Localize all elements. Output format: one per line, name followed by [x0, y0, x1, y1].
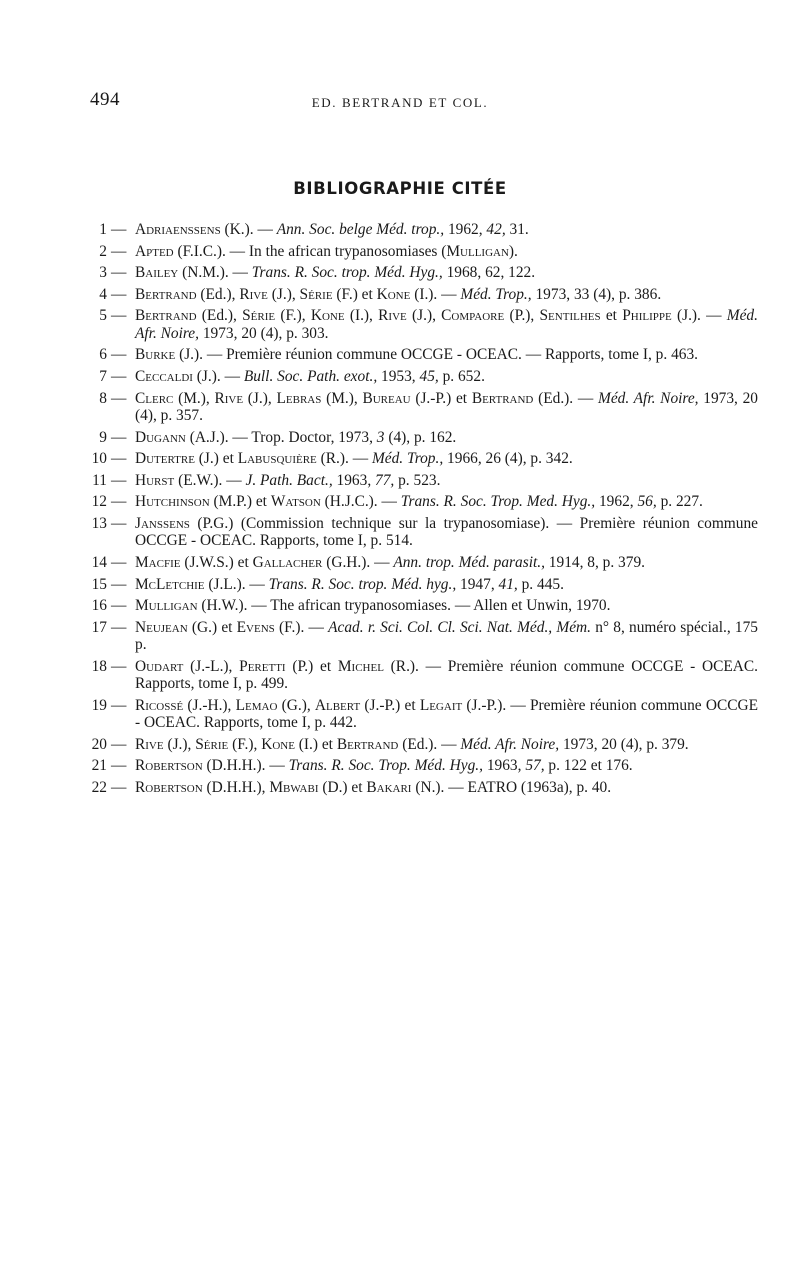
reference-fragment: (J.-P.) et — [410, 389, 472, 407]
reference-dash: — — [111, 514, 127, 532]
reference-text — [135, 736, 758, 753]
reference-item — [88, 450, 758, 467]
reference-fragment: (J.). — Première réunion commune OCCGE - OCEAC. — Rapports, tome I, p. 463. — [175, 346, 698, 364]
reference-fragment: (N.M.). — — [178, 264, 252, 282]
reference-fragment: 1962, — [444, 221, 487, 238]
reference-text — [135, 264, 758, 281]
reference-list — [88, 221, 758, 801]
reference-dash: — — [111, 428, 127, 446]
reference-fragment: (J.), — [163, 735, 196, 753]
reference-fragment: 1973, 20 (4), p. 303. — [199, 324, 329, 342]
reference-fragment: (N.). — EATRO (1963a), p. 40. — [411, 778, 612, 796]
reference-fragment: p. 227. — [656, 493, 703, 511]
reference-journal: 56, — [637, 493, 657, 511]
reference-author: Mulligan — [135, 597, 198, 615]
reference-author: Lemao — [235, 696, 278, 714]
reference-fragment: (J.). — — [671, 307, 727, 325]
reference-fragment: (F.), — [275, 307, 311, 325]
reference-journal: J. Path. Bact., — [245, 471, 333, 489]
reference-number: 12 — [91, 493, 107, 511]
reference-journal: 45, — [419, 367, 439, 385]
reference-author: Macfie — [135, 553, 181, 571]
reference-fragment: (J.). — — [192, 367, 244, 385]
reference-author: Watson — [270, 493, 321, 511]
reference-fragment: (I.) et — [294, 735, 337, 753]
reference-author: Gallacher — [252, 553, 323, 571]
reference-author: Bertrand — [135, 307, 197, 325]
reference-author: Rive — [135, 735, 164, 753]
reference-fragment: p. 122 et 176. — [544, 757, 633, 775]
reference-fragment: 1973, 33 (4), p. 386. — [531, 285, 662, 303]
reference-author: Sentilhes — [539, 307, 601, 325]
reference-fragment: (G.H.). — — [322, 553, 394, 571]
reference-author: Evens — [236, 618, 275, 636]
reference-author: Legait — [419, 696, 463, 714]
reference-dash: — — [111, 778, 127, 796]
reference-fragment: (M.), — [173, 389, 215, 407]
reference-author: Mbwabi — [269, 778, 319, 796]
reference-fragment: (P.), — [504, 307, 540, 325]
reference-fragment: (P.) et — [285, 657, 338, 675]
reference-fragment: (H.J.C.). — — [320, 493, 401, 511]
reference-text — [135, 346, 758, 363]
reference-fragment: 1968, 62, 122. — [442, 264, 536, 282]
reference-fragment: et — [600, 307, 623, 325]
reference-dash: — — [111, 346, 127, 364]
reference-journal: 41, — [498, 575, 518, 593]
reference-fragment: (I.), — [344, 307, 379, 325]
reference-author: Kone — [261, 735, 295, 753]
reference-number: 10 — [91, 450, 107, 468]
reference-author: Série — [195, 735, 229, 753]
reference-number: 15 — [91, 575, 107, 593]
reference-number: 21 — [91, 757, 107, 775]
reference-text — [135, 243, 758, 260]
reference-dash: — — [111, 367, 127, 385]
reference-item — [88, 264, 758, 281]
reference-fragment: (K.). — — [220, 221, 277, 238]
reference-text — [135, 286, 758, 303]
reference-fragment: ). — [508, 242, 518, 260]
reference-item — [88, 493, 758, 510]
reference-dash: — — [111, 735, 127, 753]
reference-fragment: (D.H.H.). — — [202, 757, 289, 775]
reference-author: Dugann — [135, 428, 186, 446]
reference-number: 5 — [99, 307, 107, 325]
reference-journal: 3 — [376, 428, 385, 446]
reference-fragment: (Ed.), — [196, 307, 243, 325]
reference-author: Michel — [337, 657, 384, 675]
reference-fragment: (P.G.) (Commission technique sur la trypanosomiase). — Première réunion commune OCCGE - OCEAC. Rapports, tome I, p. 514. — [135, 514, 758, 550]
reference-fragment: 31. — [505, 221, 529, 238]
reference-fragment: (M.P.) et — [209, 493, 271, 511]
reference-journal: 42, — [486, 221, 506, 238]
reference-item — [88, 658, 758, 693]
reference-dash: — — [111, 757, 127, 775]
reference-fragment: (D.) et — [318, 778, 367, 796]
reference-journal: Acad. r. Sci. Col. Cl. Sci. Nat. Méd., Mém. — [328, 618, 591, 636]
reference-item — [88, 576, 758, 593]
reference-fragment: (H.W.). — The african trypanosomiases. — Allen et Unwin, 1970. — [197, 597, 611, 615]
reference-author: Bertrand — [471, 389, 534, 407]
reference-fragment: 1966, 26 (4), p. 342. — [443, 450, 573, 468]
reference-fragment: (E.W.). — — [174, 471, 246, 489]
reference-journal: Méd. Afr. Noire, — [135, 307, 758, 342]
reference-author: McLetchie — [135, 575, 205, 593]
reference-item — [88, 346, 758, 363]
reference-number: 16 — [91, 597, 107, 615]
reference-fragment: 1914, 8, p. 379. — [544, 553, 645, 571]
reference-number: 9 — [99, 428, 107, 446]
reference-fragment: (J.-P.). — Première réunion commune OCCGE - OCEAC. Rapports, tome I, p. 442. — [135, 696, 758, 732]
reference-author: Peretti — [239, 657, 286, 675]
reference-fragment: (Ed.). — — [533, 389, 598, 407]
reference-journal: Trans. R. Soc. trop. Méd. hyg., — [268, 575, 457, 593]
reference-text — [135, 429, 758, 446]
reference-number: 3 — [99, 264, 107, 282]
reference-text — [135, 619, 758, 654]
reference-dash: — — [111, 493, 127, 511]
reference-fragment: n° 8, numéro spécial., 175 p. — [135, 618, 758, 654]
section-title: BIBLIOGRAPHIE CITÉE — [293, 179, 507, 198]
reference-item — [88, 554, 758, 571]
reference-fragment: 1947, — [456, 575, 499, 593]
reference-author: Adriaenssens — [135, 221, 221, 238]
reference-author: Rive — [239, 285, 268, 303]
page-number: 494 — [90, 89, 120, 110]
reference-text — [135, 307, 758, 342]
reference-text — [135, 390, 758, 425]
reference-author: Burke — [135, 346, 176, 364]
reference-text — [135, 221, 758, 238]
reference-dash: — — [111, 307, 127, 325]
reference-dash: — — [111, 389, 127, 407]
reference-author: Hurst — [135, 471, 175, 489]
reference-author: Neujean — [135, 618, 188, 636]
reference-number: 1 — [99, 221, 107, 238]
reference-fragment: (G.) et — [187, 618, 237, 636]
reference-item — [88, 286, 758, 303]
reference-number: 13 — [91, 514, 107, 532]
reference-author: Bailey — [135, 264, 179, 282]
reference-dash: — — [111, 618, 127, 636]
reference-journal: Méd. Afr. Noire, — [460, 735, 560, 753]
reference-fragment: (G.), — [277, 696, 315, 714]
reference-number: 7 — [99, 367, 107, 385]
reference-fragment: (Ed.). — — [398, 735, 461, 753]
reference-journal: Bull. Soc. Path. exot., — [243, 367, 378, 385]
reference-dash: — — [111, 285, 127, 303]
reference-journal: Méd. Trop., — [371, 450, 444, 468]
reference-number: 19 — [91, 696, 107, 714]
reference-journal: Ann. Soc. belge Méd. trop., — [276, 221, 445, 238]
reference-item — [88, 368, 758, 385]
reference-text — [135, 493, 758, 510]
reference-fragment: (J.) et — [194, 450, 238, 468]
reference-journal: Trans. R. Soc. Trop. Méd. Hyg., — [288, 757, 483, 775]
reference-author: Bakari — [366, 778, 412, 796]
reference-dash: — — [111, 553, 127, 571]
running-head: ED. BERTRAND ET COL. — [311, 95, 489, 110]
reference-number: 14 — [91, 553, 107, 571]
reference-fragment: (J.), — [243, 389, 277, 407]
reference-author: Labusquière — [237, 450, 317, 468]
reference-fragment: p. 445. — [517, 575, 564, 593]
reference-author: Série — [242, 307, 276, 325]
reference-fragment: (D.H.H.), — [202, 778, 270, 796]
reference-fragment: (F.), — [228, 735, 262, 753]
reference-author: Bertrand — [336, 735, 399, 753]
reference-number: 11 — [92, 471, 107, 489]
reference-author: Dutertre — [135, 450, 195, 468]
reference-number: 4 — [99, 285, 107, 303]
reference-item — [88, 757, 758, 774]
reference-author: Rive — [214, 389, 244, 407]
reference-author: Mulligan — [446, 242, 509, 260]
reference-dash: — — [111, 450, 127, 468]
reference-fragment: 1963, — [482, 757, 526, 775]
reference-number: 17 — [91, 618, 107, 636]
reference-dash: — — [111, 221, 127, 238]
reference-fragment: 1953, — [377, 367, 420, 385]
reference-item — [88, 390, 758, 425]
reference-number: 22 — [91, 778, 107, 796]
reference-author: Robertson — [135, 778, 203, 796]
reference-fragment: p. 652. — [438, 367, 485, 385]
reference-text — [135, 697, 758, 732]
reference-author: Ceccaldi — [135, 367, 193, 385]
reference-journal: Trans. R. Soc. trop. Méd. Hyg., — [251, 264, 443, 282]
reference-author: Bureau — [362, 389, 411, 407]
reference-author: Robertson — [135, 757, 203, 775]
reference-item — [88, 697, 758, 732]
reference-fragment: p. 523. — [394, 471, 441, 489]
reference-fragment: 1973, 20 (4), p. 357. — [135, 389, 758, 424]
reference-number: 18 — [91, 657, 107, 675]
reference-item — [88, 243, 758, 260]
reference-dash: — — [111, 242, 127, 260]
reference-number: 2 — [99, 242, 107, 260]
reference-text — [135, 450, 758, 467]
reference-text — [135, 554, 758, 571]
reference-item — [88, 307, 758, 342]
reference-fragment: (J.W.S.) et — [180, 553, 253, 571]
reference-fragment: (Ed.), — [196, 285, 240, 303]
reference-fragment: 1963, — [332, 471, 376, 489]
reference-dash: — — [111, 597, 127, 615]
reference-dash: — — [111, 696, 127, 714]
reference-item — [88, 736, 758, 753]
reference-author: Lebras — [276, 389, 322, 407]
reference-journal: Méd. Trop., — [460, 285, 532, 303]
reference-author: Kone — [310, 307, 345, 325]
reference-fragment: (F.I.C.). — In the african trypanosomiases ( — [173, 242, 447, 260]
reference-author: Ricossé — [135, 696, 184, 714]
reference-dash: — — [111, 657, 127, 675]
reference-dash: — — [111, 471, 127, 489]
reference-author: Compaore — [441, 307, 505, 325]
reference-fragment: (J.-L.), — [183, 657, 240, 675]
reference-text — [135, 658, 758, 693]
reference-number: 20 — [91, 735, 107, 753]
reference-dash: — — [111, 575, 127, 593]
reference-author: Série — [299, 285, 333, 303]
reference-fragment: (F.). — — [274, 618, 329, 636]
reference-fragment: (J.L.). — — [204, 575, 269, 593]
reference-item — [88, 515, 758, 550]
reference-text — [135, 472, 758, 489]
reference-author: Philippe — [622, 307, 672, 325]
reference-journal: Méd. Afr. Noire, — [598, 389, 699, 407]
reference-dash: — — [111, 264, 127, 282]
reference-fragment: (J.), — [406, 307, 442, 325]
reference-fragment: (R.). — Première réunion commune OCCGE - OCEAC. Rapports, tome I, p. 499. — [135, 657, 758, 693]
reference-fragment: (J.), — [267, 285, 300, 303]
reference-author: Bertrand — [135, 285, 197, 303]
reference-fragment: (J.-P.) et — [360, 696, 420, 714]
reference-journal: Ann. trop. Méd. parasit., — [393, 553, 545, 571]
reference-text — [135, 779, 758, 796]
reference-author: Janssens — [135, 514, 190, 532]
reference-fragment: (4), p. 162. — [384, 428, 457, 446]
reference-author: Clerc — [135, 389, 174, 407]
reference-item — [88, 619, 758, 654]
reference-fragment: (F.) et — [332, 285, 377, 303]
reference-fragment: (M.), — [321, 389, 363, 407]
reference-item — [88, 597, 758, 614]
reference-text — [135, 597, 758, 614]
reference-text — [135, 576, 758, 593]
reference-author: Apted — [135, 242, 174, 260]
reference-fragment: 1973, 20 (4), p. 379. — [559, 735, 689, 753]
reference-number: 6 — [99, 346, 107, 364]
reference-text — [135, 368, 758, 385]
reference-author: Oudart — [135, 657, 184, 675]
reference-author: Rive — [378, 307, 407, 325]
reference-item — [88, 472, 758, 489]
reference-item — [88, 221, 758, 238]
reference-text — [135, 515, 758, 550]
reference-author: Hutchinson — [135, 493, 210, 511]
reference-fragment: (I.). — — [410, 285, 461, 303]
reference-journal: Trans. R. Soc. Trop. Med. Hyg., — [400, 493, 596, 511]
reference-author: Albert — [314, 696, 361, 714]
reference-fragment: (A.J.). — Trop. Doctor, 1973, — [185, 428, 377, 446]
reference-item — [88, 429, 758, 446]
reference-fragment: (R.). — — [316, 450, 372, 468]
reference-journal: 77, — [375, 471, 395, 489]
reference-author: Kone — [376, 285, 411, 303]
reference-fragment: 1962, — [595, 493, 638, 511]
reference-journal: 57, — [525, 757, 545, 775]
reference-fragment: (J.-H.), — [183, 696, 236, 714]
reference-text — [135, 757, 758, 774]
reference-number: 8 — [99, 389, 107, 407]
reference-item — [88, 779, 758, 796]
